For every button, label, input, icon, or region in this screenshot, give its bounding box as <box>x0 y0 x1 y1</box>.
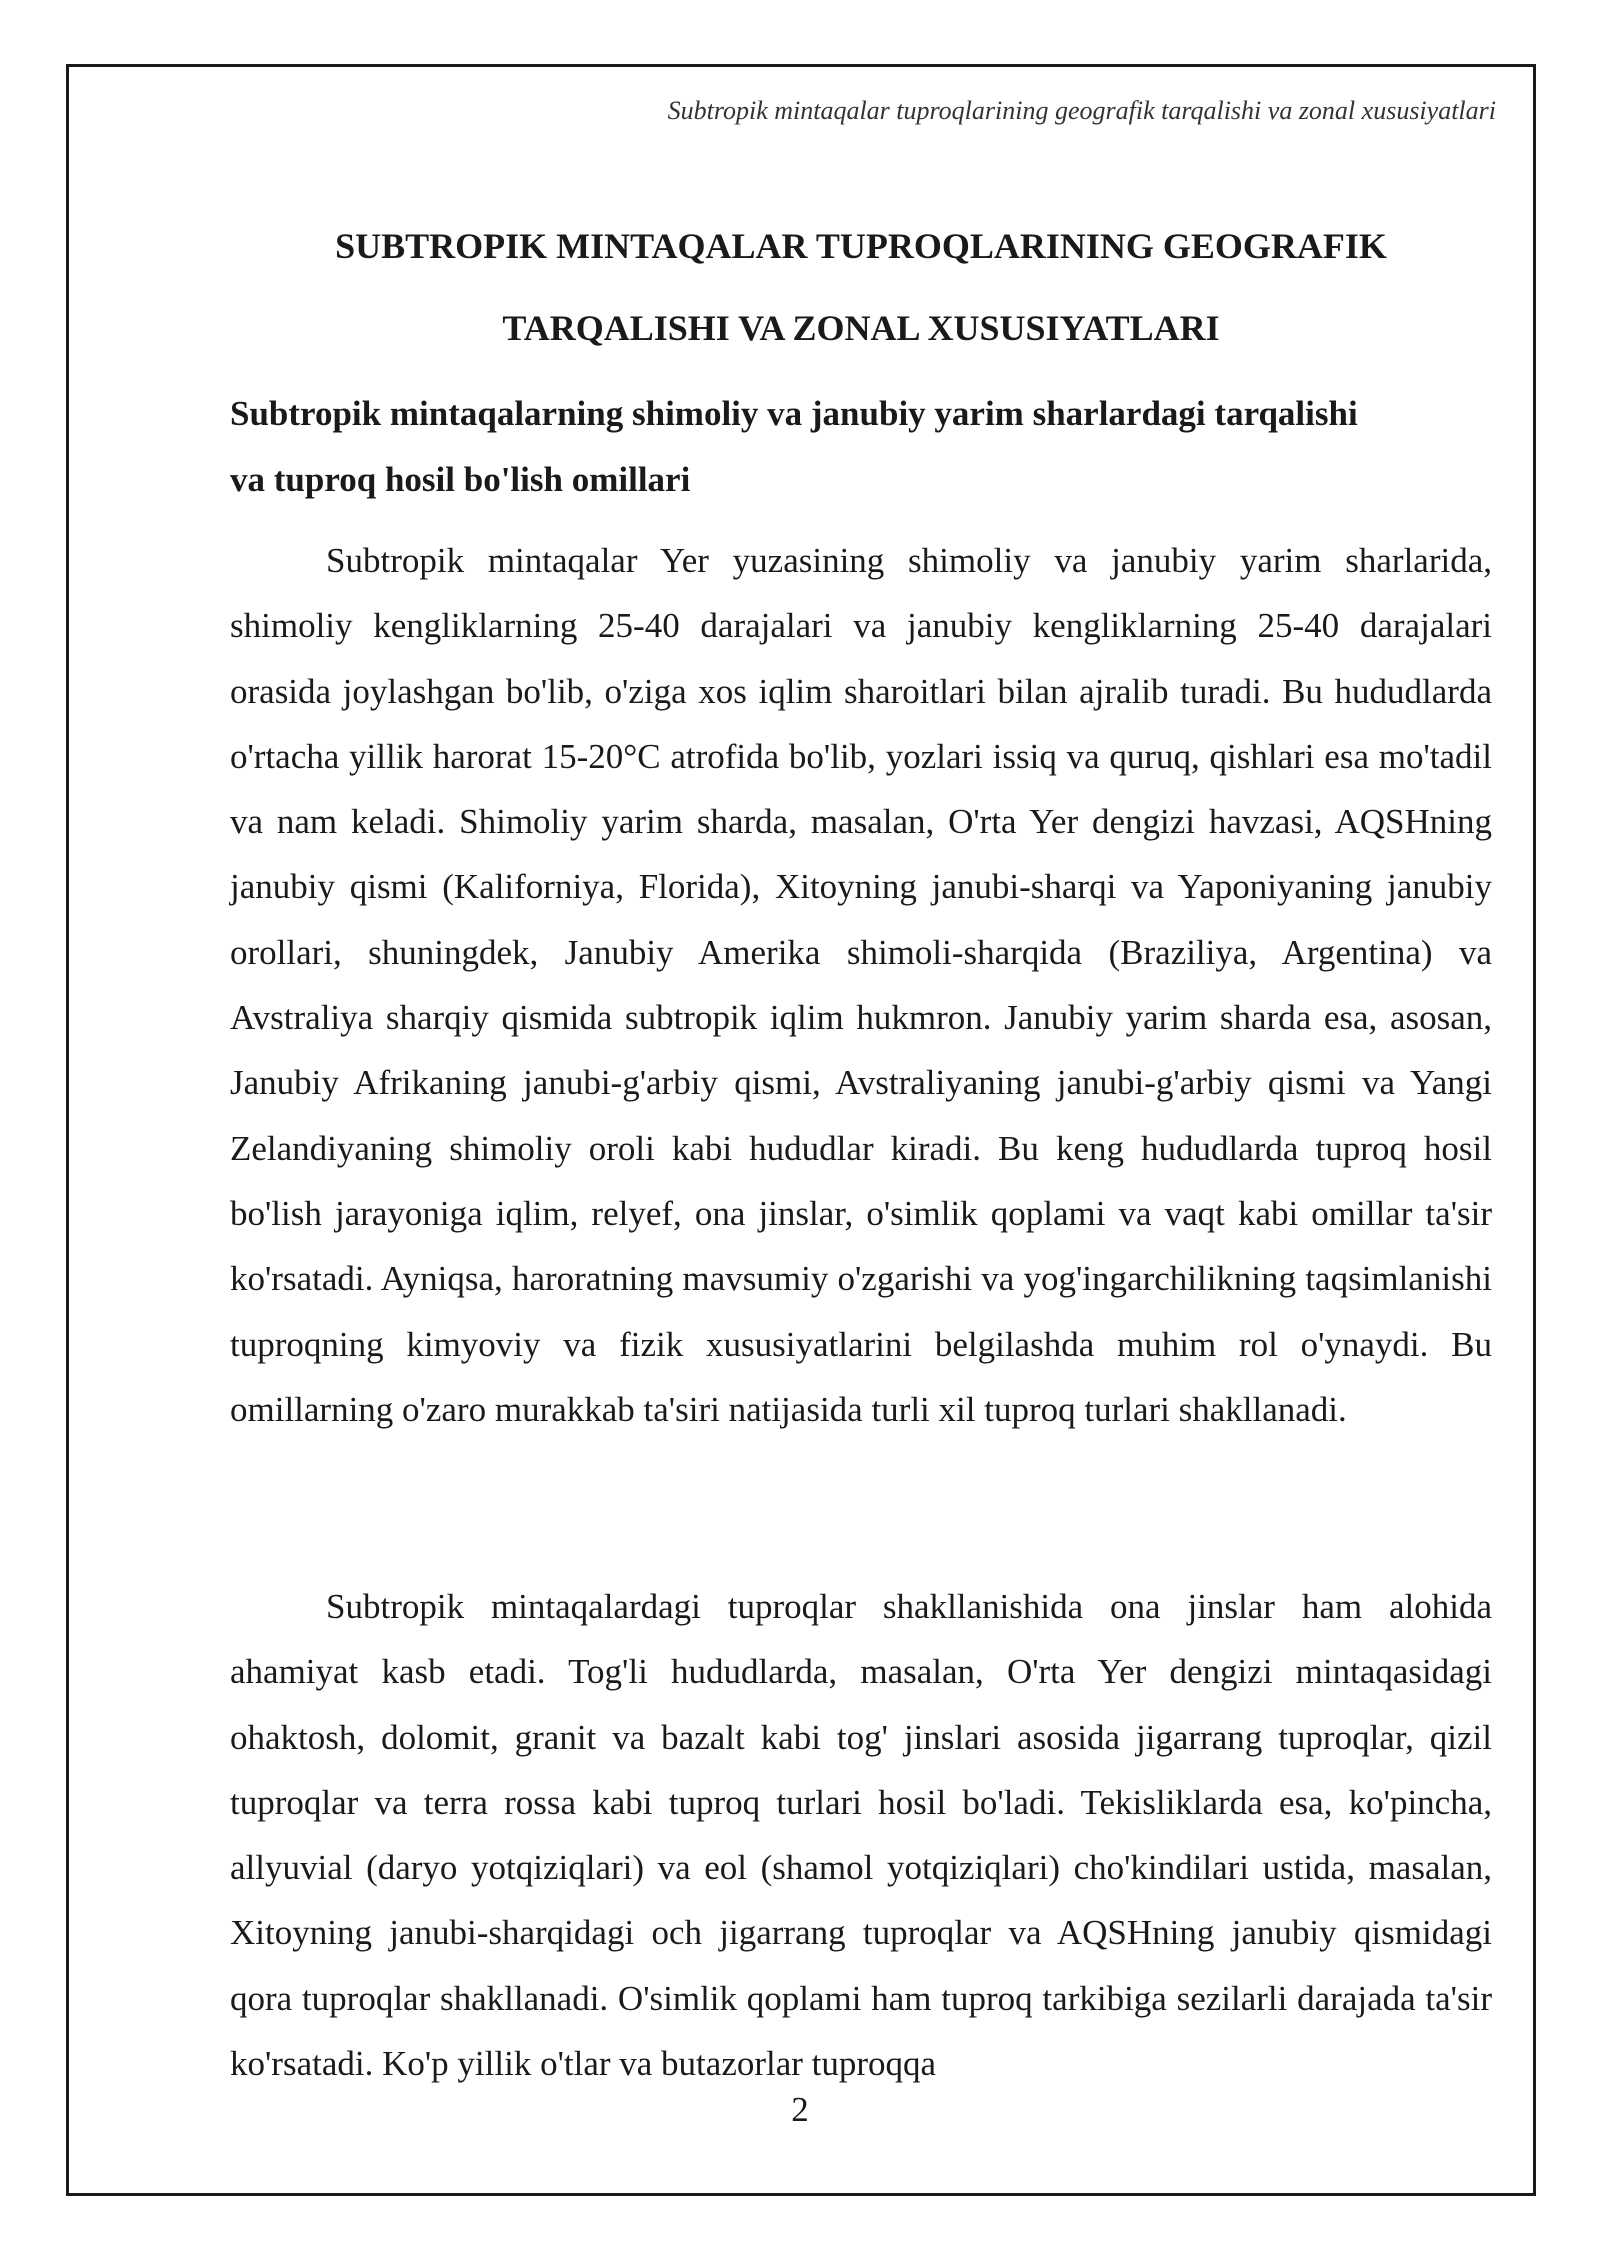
page-number: 2 <box>791 2090 809 2129</box>
section-heading-line-2: va tuproq hosil bo'lish omillari <box>230 460 691 499</box>
running-header: Subtropik mintaqalar tuproqlarining geografik tarqalishi va zonal xususiyatlari <box>667 96 1496 125</box>
section-heading <box>230 381 1490 513</box>
title-line-2: TARQALISHI VA ZONAL XUSUSIYATLARI <box>502 308 1220 348</box>
body-paragraph-2: Subtropik mintaqalardagi tuproqlar shakllanishida ona jinslar ham alohida ahamiyat kasb etadi. Tog'li hududlarda, masalan, O'rta Yer dengizi mintaqasidagi ohaktosh, dolomit, granit va bazalt kabi tog' jinslari asosida jigarrang tuproqlar, qizil tuproqlar va terra rossa kabi tuproq turlari hosil bo'ladi. Tekisliklarda esa, ko'pincha, allyuvial (daryo yotqiziqlari) va eol (shamol yotqiziqlari) cho'kindilari ustida, masalan, Xitoyning janubi-sharqidagi och jigarrang tuproqlar va AQSHning janubiy qismidagi qora tuproqlar shakllanadi. O'simlik qoplami ham tuproq tarkibiga sezilarli darajada ta'sir ko'rsatadi. Ko'p yillik o'tlar va butazorlar tuproqqa <box>230 1587 1492 2084</box>
section-heading-line-1: Subtropik mintaqalarning shimoliy va janubiy yarim sharlardagi tarqalishi <box>230 394 1358 433</box>
document-title <box>230 205 1492 369</box>
body-paragraph-1: Subtropik mintaqalar Yer yuzasining shimoliy va janubiy yarim sharlarida, shimoliy kengliklarning 25-40 darajalari va janubiy kengliklarning 25-40 darajalari orasida joylashgan bo'lib, o'ziga xos iqlim sharoitlari bilan ajralib turadi. Bu hududlarda o'rtacha yillik harorat 15-20°C atrofida bo'lib, yozlari issiq va quruq, qishlari esa mo'tadil va nam keladi. Shimoliy yarim sharda, masalan, O'rta Yer dengizi havzasi, AQSHning janubiy qismi (Kaliforniya, Florida), Xitoyning janubi-sharqi va Yaponiyaning janubiy orollari, shuningdek, Janubiy Amerika shimoli-sharqida (Braziliya, Argentina) va Avstraliya sharqiy qismida subtropik iqlim hukmron. Janubiy yarim sharda esa, asosan, Janubiy Afrikaning janubi-g'arbiy qismi, Avstraliyaning janubi-g'arbiy qismi va Yangi Zelandiyaning shimoliy oroli kabi hududlar kiradi. Bu keng hududlarda tuproq hosil bo'lish jarayoniga iqlim, relyef, ona jinslar, o'simlik qoplami va vaqt kabi omillar ta'sir ko'rsatadi. Ayniqsa, haroratning mavsumiy o'zgarishi va yog'ingarchilikning taqsimlanishi tuproqning kimyoviy va fizik xususiyatlarini belgilashda muhim rol o'ynaydi. Bu omillarning o'zaro murakkab ta'siri natijasida turli xil tuproq turlari shakllanadi. <box>230 541 1492 1429</box>
title-line-1: SUBTROPIK MINTAQALAR TUPROQLARINING GEOGRAFIK <box>335 226 1387 266</box>
